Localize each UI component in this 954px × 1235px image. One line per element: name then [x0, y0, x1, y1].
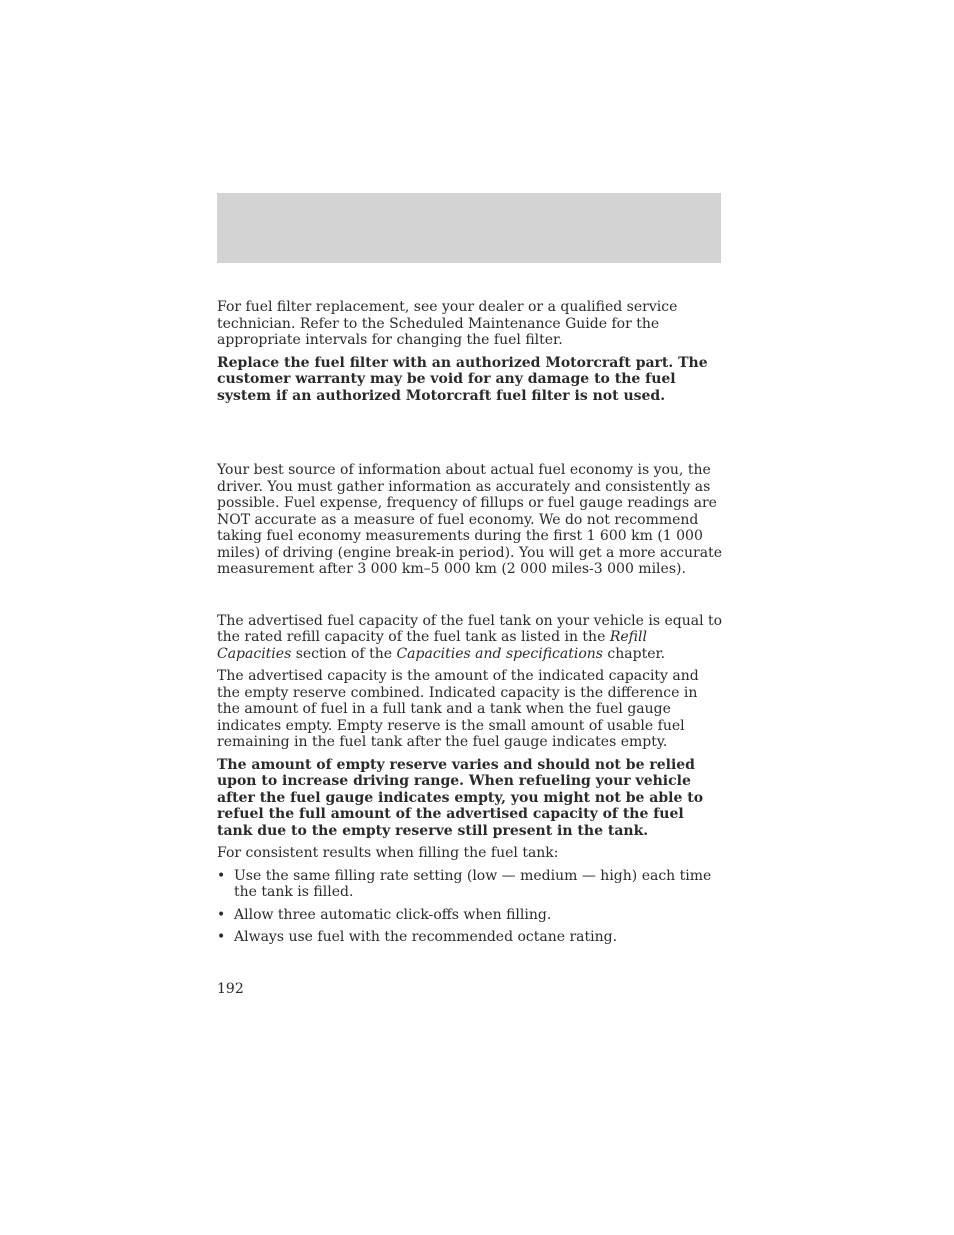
- fuel-capacity-paragraph: [217, 613, 723, 663]
- bullet-icon: •: [217, 867, 226, 884]
- section-header-band: [217, 193, 721, 263]
- advertised-capacity-paragraph: The advertised capacity is the amount of the indicated capacity and the empty reserve combined. Indicated capacity is the difference in the amount of fuel in a full tank and a tank when the fuel gauge indicates empty. Empty reserve is the small amount of usable fuel remaining in the fuel tank after the fuel gauge indicates empty.: [217, 668, 699, 750]
- fuel-filter-warning: Replace the fuel filter with an authorized Motorcraft part. The customer warranty may be void for any damage to the fuel system if an authorized Motorcraft fuel filter is not used.: [217, 354, 708, 404]
- fuel-economy-paragraph: Your best source of information about actual fuel economy is you, the driver. You must gather information as accurately and consistently as possible. Fuel expense, frequency of fillups or fuel gauge readings are NOT accurate as a measure of fuel economy. We do not recommend taking fuel economy measurements during the first 1 600 km (1 000 miles) of driving (engine break-in period). You will get a more accurate measurement after 3 000 km–5 000 km (2 000 miles-3 000 miles).: [217, 462, 722, 577]
- capacity-text-1: The advertised fuel capacity of the fuel tank on your vehicle is equal to the rated refill capacity of the fuel tank as listed in the: [217, 612, 723, 645]
- list-item-text: Allow three automatic click-offs when filling.: [234, 906, 552, 923]
- capacities-specifications-reference: Capacities and specifications: [396, 645, 603, 662]
- list-item: [217, 929, 723, 946]
- capacity-text-2: section of the: [291, 645, 397, 662]
- list-item-text: Use the same filling rate setting (low — medium — high) each time the tank is filled.: [234, 867, 712, 900]
- empty-reserve-warning: The amount of empty reserve varies and should not be relied upon to increase driving range. When refueling your vehicle after the fuel gauge indicates empty, you might not be able to refuel the full amount of the advertised capacity of the fuel tank due to the empty reserve still present in the tank.: [217, 756, 704, 839]
- page-content: [217, 299, 723, 952]
- filling-tips-list: [217, 868, 723, 946]
- refill-capacities-reference: Refill Capacities: [217, 629, 647, 662]
- list-item: [217, 907, 723, 924]
- list-item: [217, 868, 723, 901]
- fuel-filter-paragraph: For fuel filter replacement, see your dealer or a qualified service technician. Refer to the Scheduled Maintenance Guide for the appropriate intervals for changing the fuel filter.: [217, 299, 678, 348]
- capacity-text-3: chapter.: [602, 645, 666, 662]
- list-item-text: Always use fuel with the recommended octane rating.: [234, 929, 618, 945]
- bullet-icon: •: [217, 906, 226, 923]
- page-number: 192: [217, 981, 244, 997]
- bullet-icon: •: [217, 929, 226, 945]
- consistent-results-intro: For consistent results when filling the fuel tank:: [217, 845, 559, 861]
